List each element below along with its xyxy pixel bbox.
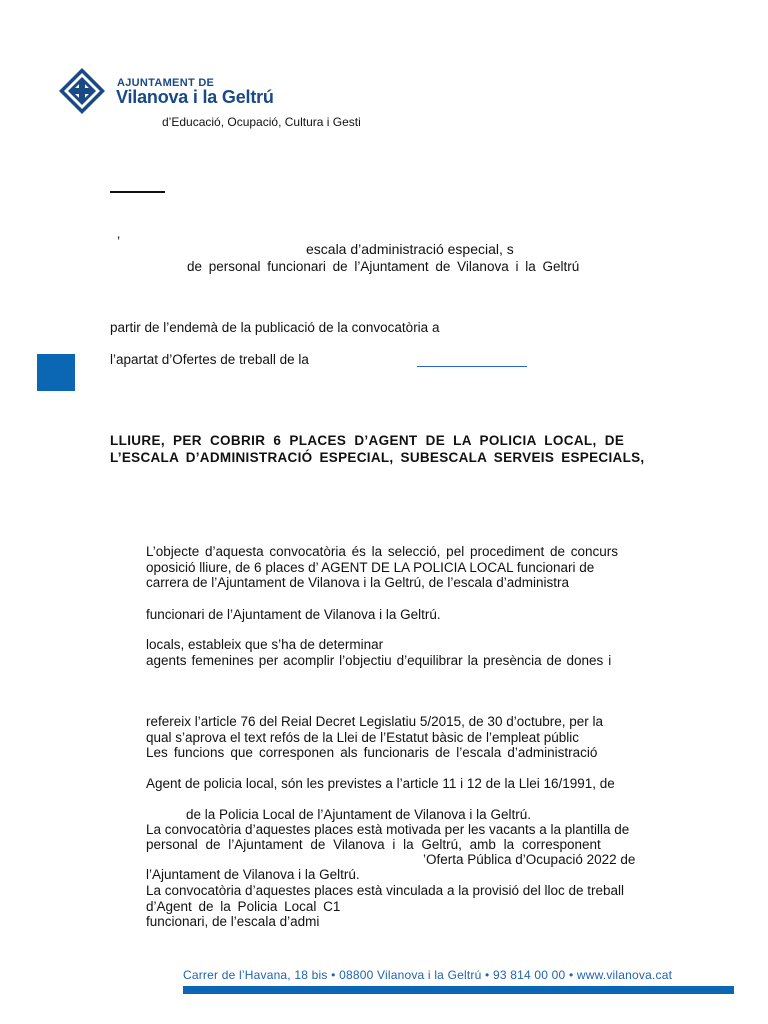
para1-line2: oposició lliure, de 6 places d’ AGENT DE LA POLICIA LOCAL funcionari de (146, 560, 595, 575)
intro-line-3: partir de l’endemà de la publicació de la convocatòria a (110, 320, 440, 335)
para1-line1: L’objecte d’aquesta convocatòria és la selecció, pel procediment de concurs (146, 544, 619, 559)
para1-line3: carrera de l’Ajuntament de Vilanova i la Geltrú, de l’escala d’administra (146, 575, 569, 590)
stray-apostrophe: ’ (117, 233, 121, 249)
heading-line-1: LLIURE, PER COBRIR 6 PLACES D’AGENT DE LA POLICIA LOCAL, DE (110, 433, 625, 448)
para3-line1: locals, estableix que s’ha de determinar (146, 637, 384, 652)
para6: de la Policia Local de l’Ajuntament de Vilanova i la Geltrú. (186, 807, 531, 822)
diamond-crest-icon (58, 67, 106, 115)
org-name-line1: AJUNTAMENT DE (117, 77, 215, 89)
para4-line2: qual s’aprova el text refós de la Llei de l’Estatut bàsic de l’empleat públic (146, 730, 579, 745)
para7-line3: ’Oferta Pública d’Ocupació 2022 de (423, 852, 636, 867)
para4-line1: refereix l’article 76 del Reial Decret Legislatiu 5/2015, de 30 d’octubre, per la (146, 714, 604, 729)
intro-line-1: escala d’administració especial, s (306, 241, 514, 257)
intro-line-2: de personal funcionari de l’Ajuntament de Vilanova i la Geltrú (187, 259, 580, 274)
para4-line3: Les funcions que corresponen als funcionaris de l’escala d’administració (146, 745, 598, 760)
para7-line2: personal de l’Ajuntament de Vilanova i la Geltrú, amb la corresponent (146, 837, 601, 852)
footer-address: Carrer de l’Havana, 18 bis • 08800 Vilanova i la Geltrú • 93 814 00 00 • www.vilanova.cat (183, 968, 673, 982)
para8-line1: La convocatòria d’aquestes places està vinculada a la provisió del lloc de treball (146, 883, 625, 898)
margin-marker (37, 354, 75, 391)
title-rule (110, 191, 165, 193)
para2: funcionari de l’Ajuntament de Vilanova i la Geltrú. (146, 607, 441, 622)
department-name: d’Educació, Ocupació, Cultura i Gesti (162, 115, 361, 129)
para7-line4: l’Ajuntament de Vilanova i la Geltrú. (146, 867, 360, 882)
para3-line2: agents femenines per acomplir l’objectiu d’equilibrar la presència de dones i (146, 653, 612, 668)
para8-line2: d’Agent de la Policia Local C1 (146, 899, 341, 914)
para5: Agent de policia local, són les previstes a l’article 11 i 12 de la Llei 16/1991, de (146, 776, 615, 791)
heading-line-2: L’ESCALA D’ADMINISTRACIÓ ESPECIAL, SUBESCALA SERVEIS ESPECIALS, (110, 450, 645, 465)
para8-line3: funcionari, de l’escala d’admi (146, 914, 320, 929)
footer-bar (183, 986, 734, 994)
org-name-line2: Vilanova i la Geltrú (116, 87, 274, 107)
para7-line1: La convocatòria d’aquestes places està motivada per les vacants a la plantilla de (146, 822, 630, 837)
offers-link[interactable] (417, 366, 527, 367)
intro-line-4: l’apartat d’Ofertes de treball de la (110, 352, 309, 367)
